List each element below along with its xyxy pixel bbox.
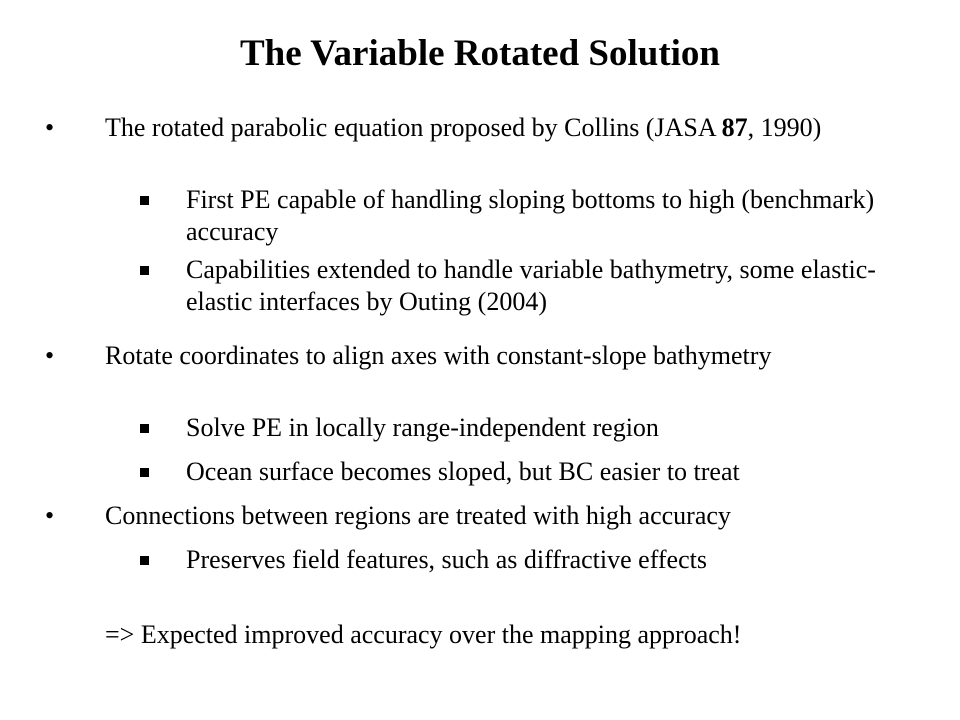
sub-bullet-2-2: Ocean surface becomes sloped, but BC easier to treat xyxy=(186,457,740,486)
square-bullet-icon xyxy=(140,424,149,433)
bullet-dot-2: • xyxy=(45,341,55,370)
sub-bullet-1-1: First PE capable of handling sloping bottoms to high (benchmark) accuracy xyxy=(186,185,875,246)
bullet-dot-3: • xyxy=(45,501,55,530)
square-bullet-icon xyxy=(140,266,149,275)
bullet-2-text: Rotate coordinates to align axes with constant-slope bathymetry xyxy=(105,341,772,370)
sub-bullet-3-1: Preserves field features, such as diffractive effects xyxy=(186,545,707,574)
sub-bullet-2-1: Solve PE in locally range-independent region xyxy=(186,413,659,442)
square-bullet-icon xyxy=(140,556,149,565)
bullet-3-text: Connections between regions are treated with high accuracy xyxy=(105,501,731,530)
sub-bullet-1-2: Capabilities extended to handle variable bathymetry, some elastic-elastic interfaces by Outing (2004) xyxy=(186,255,876,316)
slide-title: The Variable Rotated Solution xyxy=(239,33,721,74)
bullet-dot-1: • xyxy=(45,113,55,142)
square-bullet-icon xyxy=(140,196,149,205)
bullet-1-text xyxy=(105,112,905,144)
square-bullet-icon xyxy=(140,468,149,477)
conclusion-text: => Expected improved accuracy over the mapping approach! xyxy=(105,620,742,649)
bullet-1-volume-number: 87 xyxy=(721,113,748,142)
bullet-1-text-end: , 1990) xyxy=(747,113,822,142)
bullet-1-text-start: The rotated parabolic equation proposed by Collins (JASA xyxy=(105,113,722,142)
